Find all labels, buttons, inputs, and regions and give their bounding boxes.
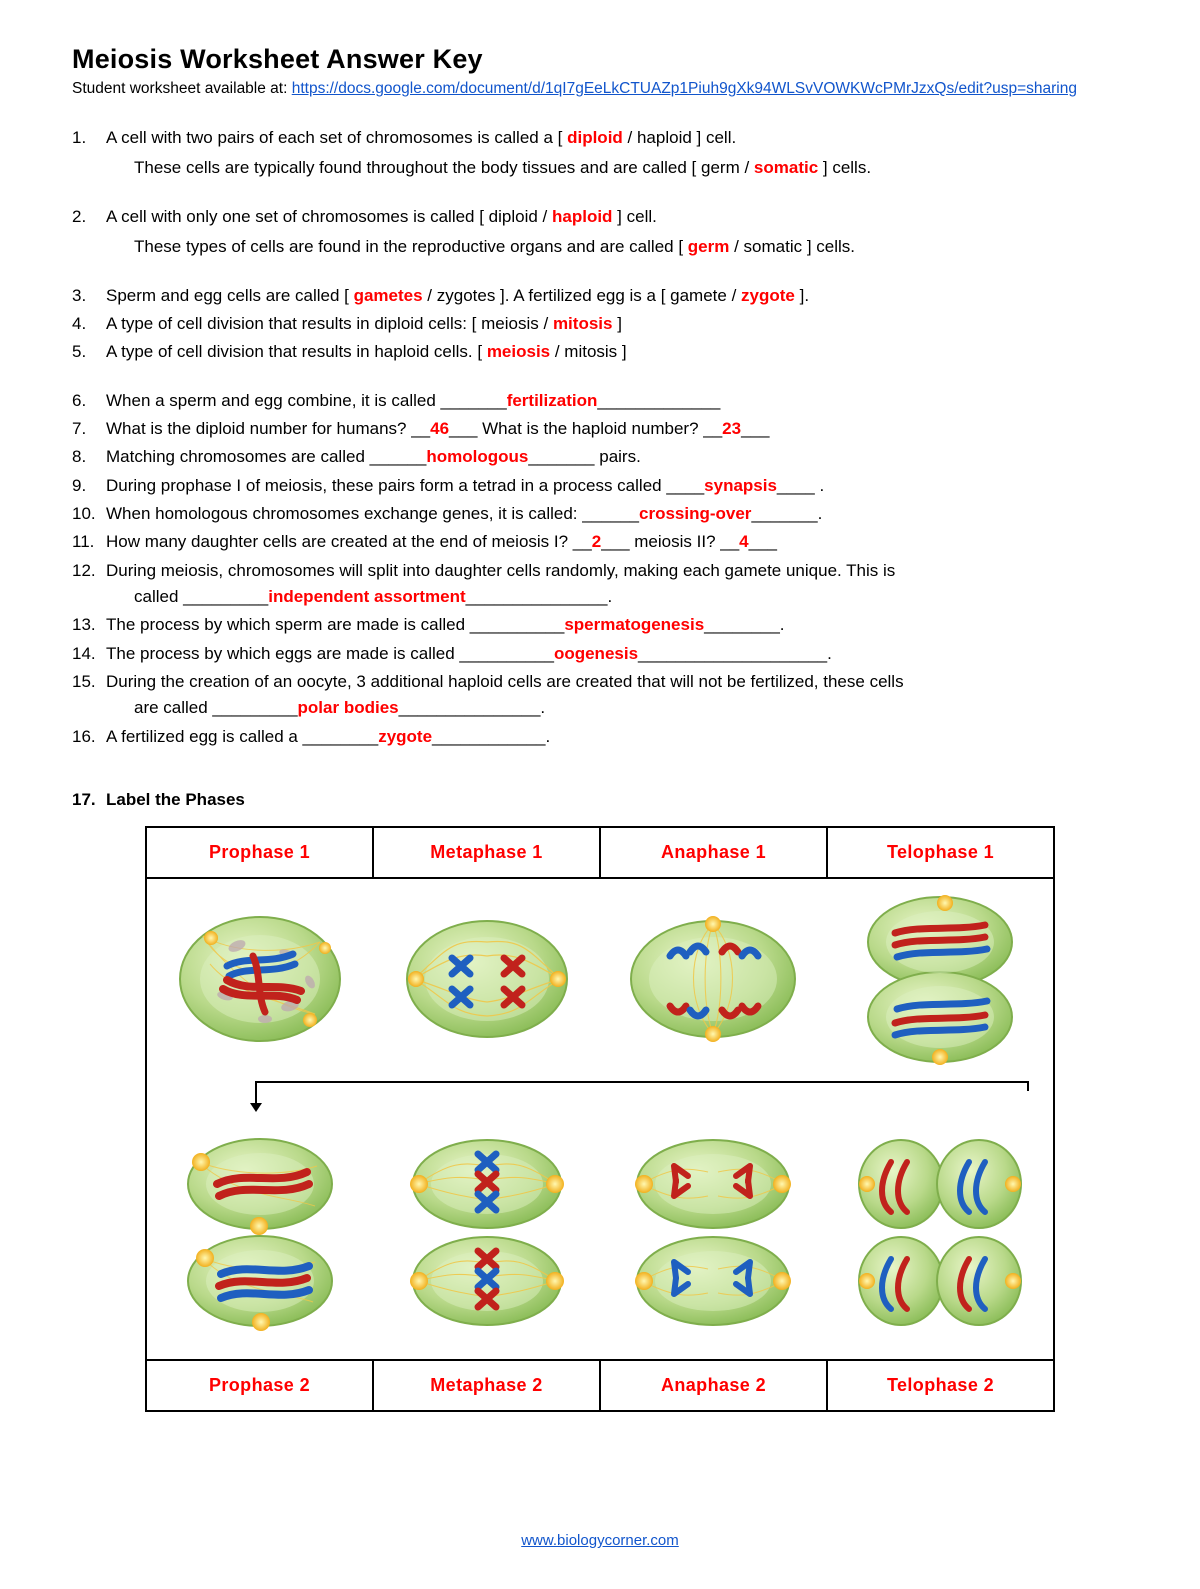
question-fragment: / mitosis ]	[550, 342, 627, 362]
footer	[72, 1532, 1128, 1589]
question-item	[72, 558, 1128, 611]
section-title: Label the Phases	[106, 790, 245, 810]
question-list	[72, 125, 1128, 750]
question-fragment: These cells are typically found throughout the body tissues and are called [ germ /	[134, 158, 754, 178]
cell-metaphase-2	[374, 1113, 601, 1353]
phase-label-metaphase-2[interactable]: Metaphase 2	[373, 1360, 600, 1411]
question-fragment: When homologous chromosomes exchange genes, it is called: ______	[106, 503, 639, 523]
worksheet-link[interactable]: https://docs.google.com/document/d/1qI7gEeLkCTUAZp1Piuh9gXk94WLSvVOWKWcPMrJzxQs/edit?usp=sharing	[291, 80, 1077, 97]
question-number: 9.	[72, 475, 87, 495]
question-text	[106, 311, 1128, 337]
meiosis-ii-row	[147, 1113, 1053, 1353]
answer-fragment: meiosis	[486, 342, 551, 362]
question-fragment: How many daughter cells are created at the end of meiosis I? __	[106, 532, 592, 552]
table-row-diagrams	[146, 878, 1054, 1360]
cell-telophase-1	[827, 879, 1054, 1079]
answer-fragment: oogenesis	[553, 643, 639, 663]
question-text	[106, 724, 1128, 750]
meiosis-diagram-cell	[146, 878, 1054, 1360]
question-fragment: ____________.	[432, 726, 551, 746]
cell-prophase-1	[147, 879, 374, 1079]
question-number: 8.	[72, 447, 87, 467]
answer-fragment: zygote	[378, 726, 433, 746]
question-fragment: A cell with two pairs of each set of chromosomes is called a [	[106, 128, 568, 148]
metaphase-1-illustration	[392, 894, 582, 1064]
question-fragment: / somatic ] cells.	[729, 237, 855, 257]
question-number: 4.	[72, 313, 87, 333]
question-fragment: A type of cell division that results in haploid cells. [	[106, 342, 487, 362]
question-fragment: _______ pairs.	[528, 447, 641, 467]
answer-fragment: 23	[722, 418, 742, 438]
question-number: 3.	[72, 285, 87, 305]
anaphase-2-illustration	[618, 1126, 808, 1341]
question-item	[72, 641, 1128, 667]
question-number: 12.	[72, 560, 96, 580]
answer-fragment: 4	[739, 532, 749, 552]
question-text	[106, 558, 1128, 611]
question-fragment: ]	[612, 313, 622, 333]
phase-label-telophase-2[interactable]: Telophase 2	[827, 1360, 1054, 1411]
question-item	[72, 204, 1128, 261]
telophase-1-illustration	[845, 887, 1035, 1072]
answer-fragment: diploid	[567, 128, 623, 148]
question-fragment: A fertilized egg is called a ________	[106, 726, 379, 746]
worksheet-link-line	[72, 79, 1128, 99]
question-fragment: ___	[748, 532, 777, 552]
question-item	[72, 283, 1128, 309]
question-text	[106, 204, 1128, 261]
metaphase-2-illustration	[392, 1126, 582, 1341]
table-row-bottom-labels	[146, 1360, 1054, 1411]
question-fragment: ___ What is the haploid number? __	[449, 418, 723, 438]
answer-fragment: 2	[591, 532, 602, 552]
question-number: 15.	[72, 671, 96, 691]
question-text	[106, 125, 1128, 182]
phase-label-anaphase-2[interactable]: Anaphase 2	[600, 1360, 827, 1411]
section-number: 17.	[72, 790, 96, 810]
cell-anaphase-2	[600, 1113, 827, 1353]
question-fragment: ___ meiosis II? __	[601, 532, 740, 552]
question-fragment: Matching chromosomes are called ______	[106, 447, 427, 467]
cell-prophase-2	[147, 1113, 374, 1353]
answer-fragment: homologous	[426, 447, 529, 467]
cell-telophase-2	[827, 1113, 1054, 1353]
question-fragment: During the creation of an oocyte, 3 additional haploid cells are created that will not be fertilized, these cells	[106, 671, 904, 691]
cell-metaphase-1	[374, 879, 601, 1079]
phase-label-anaphase-1[interactable]: Anaphase 1	[600, 827, 827, 878]
question-number: 11.	[72, 532, 95, 552]
answer-fragment: crossing-over	[639, 503, 752, 523]
phase-label-prophase-2[interactable]: Prophase 2	[146, 1360, 373, 1411]
question-item	[72, 444, 1128, 470]
phase-label-telophase-1[interactable]: Telophase 1	[827, 827, 1054, 878]
telophase-2-illustration	[845, 1126, 1035, 1341]
answer-fragment: fertilization	[506, 390, 598, 410]
question-number: 16.	[72, 726, 96, 746]
label-phases-heading	[72, 790, 1128, 810]
question-fragment: ] cell.	[612, 206, 657, 226]
question-item	[72, 612, 1128, 638]
question-item	[72, 724, 1128, 750]
question-text	[106, 473, 1128, 499]
answer-fragment: 46	[430, 418, 450, 438]
question-fragment: _______________.	[398, 698, 546, 718]
phase-table	[145, 826, 1055, 1412]
phase-table-wrapper	[72, 826, 1128, 1412]
question-fragment: ] cells.	[818, 158, 872, 178]
question-subline	[134, 155, 1128, 181]
arrow-line	[257, 1081, 1029, 1083]
question-item	[72, 473, 1128, 499]
prophase-1-illustration	[165, 894, 355, 1064]
question-fragment: ___	[741, 418, 770, 438]
question-text	[106, 501, 1128, 527]
table-row-top-labels	[146, 827, 1054, 878]
question-fragment: What is the diploid number for humans? __	[106, 418, 431, 438]
question-item	[72, 416, 1128, 442]
answer-fragment: mitosis	[552, 313, 613, 333]
question-fragment: When a sperm and egg combine, it is called _______	[106, 390, 507, 410]
question-fragment: These types of cells are found in the reproductive organs and are called [	[134, 237, 688, 257]
answer-fragment: germ	[687, 237, 730, 257]
question-fragment: ____ .	[776, 475, 825, 495]
question-text	[106, 416, 1128, 442]
question-fragment: During prophase I of meiosis, these pairs form a tetrad in a process called ____	[106, 475, 705, 495]
prophase-2-illustration	[165, 1126, 355, 1341]
question-item	[72, 669, 1128, 722]
page-title: Meiosis Worksheet Answer Key	[72, 44, 483, 74]
question-number: 14.	[72, 643, 96, 663]
cell-anaphase-1	[600, 879, 827, 1079]
question-fragment: ].	[794, 285, 810, 305]
worksheet-link-prefix: Student worksheet available at:	[72, 80, 292, 97]
question-number: 6.	[72, 390, 87, 410]
question-text	[106, 283, 1128, 309]
question-item	[72, 311, 1128, 337]
question-item	[72, 125, 1128, 182]
question-number: 2.	[72, 206, 87, 226]
question-fragment: During meiosis, chromosomes will split into daughter cells randomly, making each gamete unique. This is	[106, 560, 896, 580]
question-fragment: _____________	[597, 390, 721, 410]
meiosis-diagram	[147, 879, 1053, 1359]
answer-fragment: gametes	[353, 285, 423, 305]
arrow-head-icon	[250, 1103, 262, 1112]
question-number: 10.	[72, 503, 96, 523]
anaphase-1-illustration	[618, 894, 808, 1064]
phase-label-prophase-1[interactable]: Prophase 1	[146, 827, 373, 878]
question-text	[106, 669, 1128, 722]
question-fragment: called _________	[134, 586, 269, 606]
question-number: 13.	[72, 615, 96, 635]
arrow-right-stub	[1027, 1081, 1029, 1091]
question-fragment: / haploid ] cell.	[622, 128, 737, 148]
question-fragment: A cell with only one set of chromosomes is called [ diploid /	[106, 206, 552, 226]
question-fragment: The process by which eggs are made is called __________	[106, 643, 554, 663]
flow-arrow	[147, 1079, 1053, 1113]
meiosis-i-row	[147, 879, 1053, 1079]
answer-fragment: polar bodies	[297, 698, 399, 718]
answer-fragment: synapsis	[704, 475, 777, 495]
question-text	[106, 388, 1128, 414]
question-item	[72, 501, 1128, 527]
question-fragment: _______________.	[465, 586, 613, 606]
question-subline	[134, 584, 1128, 610]
question-fragment: are called _________	[134, 698, 298, 718]
question-number: 1.	[72, 128, 87, 148]
question-item	[72, 339, 1128, 365]
answer-fragment: somatic	[753, 158, 819, 178]
question-item	[72, 529, 1128, 555]
question-text	[106, 444, 1128, 470]
question-number: 7.	[72, 418, 87, 438]
phase-label-metaphase-1[interactable]: Metaphase 1	[373, 827, 600, 878]
question-fragment: Sperm and egg cells are called [	[106, 285, 354, 305]
question-fragment: ____________________.	[638, 643, 832, 663]
question-fragment: _______.	[751, 503, 823, 523]
question-text	[106, 612, 1128, 638]
question-text	[106, 529, 1128, 555]
answer-fragment: independent assortment	[268, 586, 466, 606]
question-fragment: / zygotes ]. A fertilized egg is a [ gamete /	[422, 285, 742, 305]
answer-fragment: zygote	[741, 285, 795, 305]
question-subline	[134, 695, 1128, 721]
arrow-down-stem	[255, 1081, 257, 1105]
question-subline	[134, 234, 1128, 260]
question-text	[106, 641, 1128, 667]
question-fragment: ________.	[704, 615, 785, 635]
question-number: 5.	[72, 342, 87, 362]
question-fragment: The process by which sperm are made is called __________	[106, 615, 565, 635]
question-text	[106, 339, 1128, 365]
biologycorner-link[interactable]: www.biologycorner.com	[521, 1532, 679, 1550]
question-item	[72, 388, 1128, 414]
question-fragment: A type of cell division that results in diploid cells: [ meiosis /	[106, 313, 553, 333]
answer-fragment: haploid	[552, 206, 613, 226]
answer-fragment: spermatogenesis	[564, 615, 705, 635]
